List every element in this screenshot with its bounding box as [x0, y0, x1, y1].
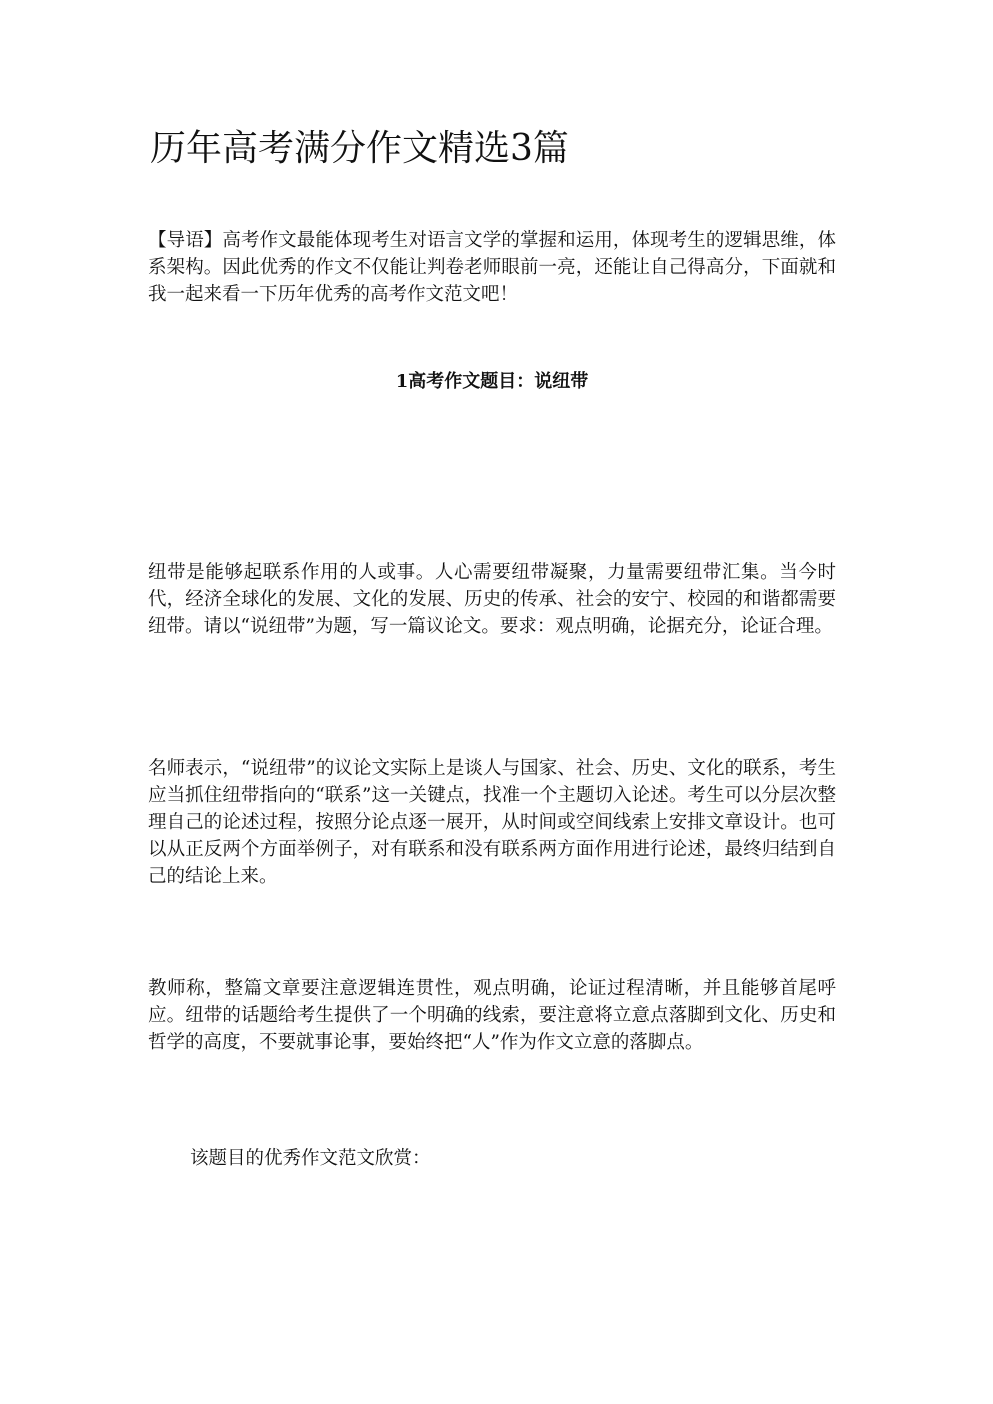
- teacher-advice-paragraph: 名师表示，“说纽带”的议论文实际上是谈人与国家、社会、历史、文化的联系，考生应当抓住纽带指向的“联系”这一关键点，找准一个主题切入论述。考生可以分层次整理自己的论述过程，按照分论点逐一展开，从时间或空间线索上安排文章设计。也可以从正反两个方面举例子，对有联系和没有联系两方面作用进行论述，最终归结到自己的结论上来。: [148, 758, 836, 887]
- intro-paragraph: 【导语】高考作文最能体现考生对语言文学的掌握和运用，体现考生的逻辑思维，体系架构。因此优秀的作文不仅能让判卷老师眼前一亮，还能让自己得高分，下面就和我一起来看一下历年优秀的高考作文范文吧！: [148, 230, 836, 305]
- teacher-comment-paragraph: 教师称，整篇文章要注意逻辑连贯性，观点明确，论证过程清晰，并且能够首尾呼应。纽带的话题给考生提供了一个明确的线索，要注意将立意点落脚到文化、历史和哲学的高度，不要就事论事，要始终把“人”作为作文立意的落脚点。: [148, 978, 836, 1053]
- essay-prompt-paragraph: 纽带是能够起联系作用的人或事。人心需要纽带凝聚，力量需要纽带汇集。当今时代，经济全球化的发展、文化的发展、历史的传承、社会的安宁、校园的和谐都需要纽带。请以“说纽带”为题，写一篇议论文。要求：观点明确，论据充分，论证合理。: [148, 562, 836, 637]
- document-title: 历年高考满分作文精选3篇: [150, 128, 569, 169]
- sample-essay-lead-in: 该题目的优秀作文范文欣赏：: [190, 1148, 431, 1169]
- section-heading: 1高考作文题目：说纽带: [395, 371, 589, 392]
